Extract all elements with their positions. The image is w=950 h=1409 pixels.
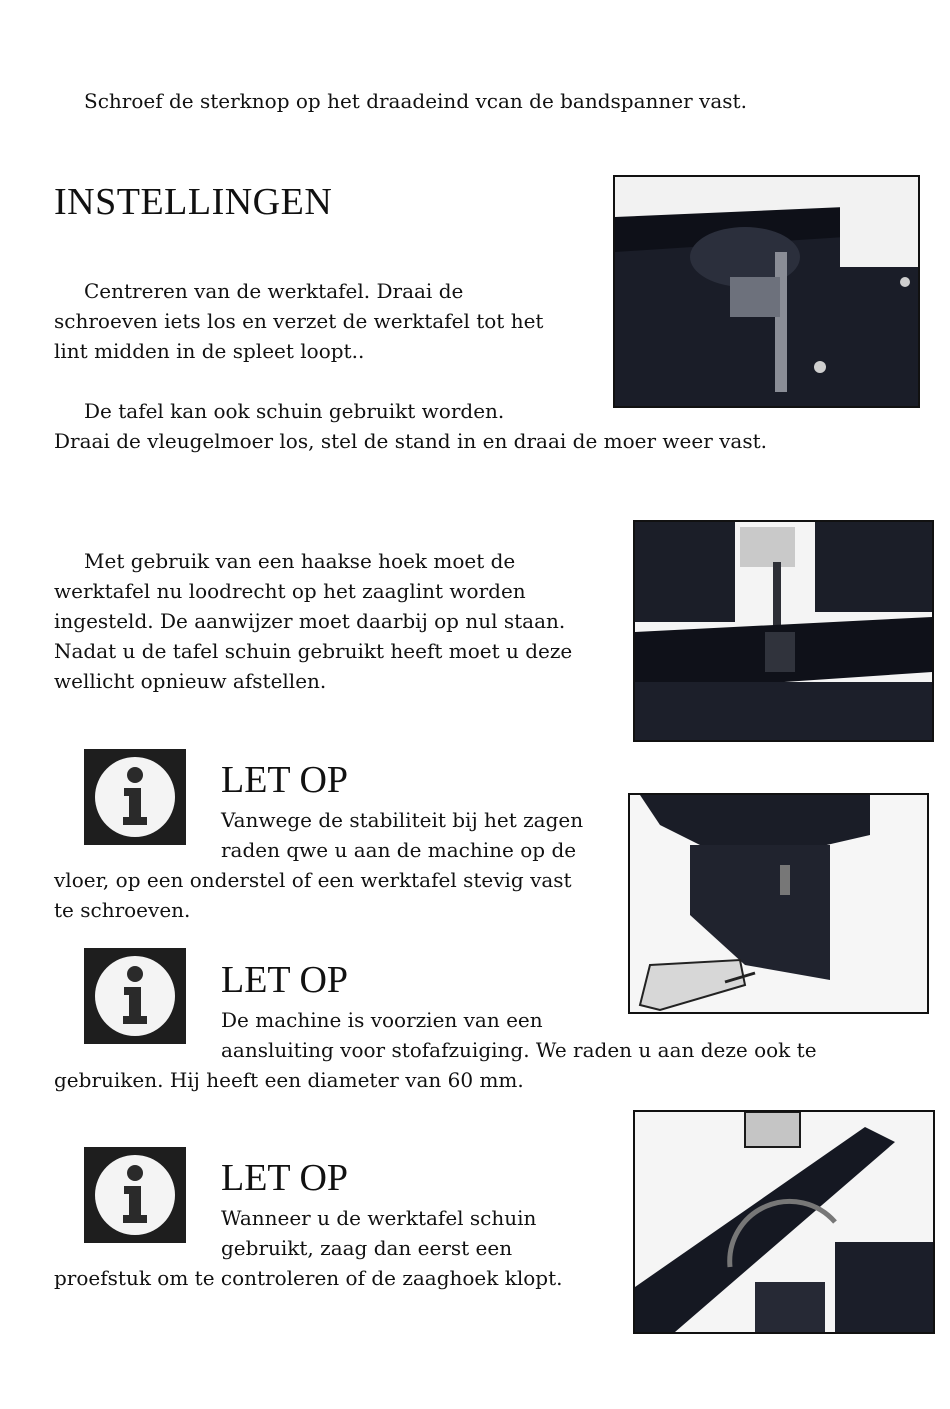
note-title: LET OP <box>221 1157 349 1199</box>
intro-text: Schroef de sterknop op het draadeind vcan de bandspanner vast. <box>84 89 747 113</box>
photo-floor-mounting <box>628 793 929 1014</box>
note-title: LET OP <box>221 959 349 1001</box>
photo-square-adjustment <box>633 520 934 742</box>
note-body <box>54 805 583 925</box>
centering-paragraph <box>54 276 543 366</box>
note-line: te schroeven. <box>54 898 191 922</box>
square-line: werktafel nu loodrecht op het zaaglint worden <box>54 579 526 603</box>
note-line: proefstuk om te controleren of de zaaghoek klopt. <box>54 1266 563 1290</box>
centering-line: schroeven iets los en verzet de werktafel tot het <box>54 309 544 333</box>
centering-line: Centreren van de werktafel. Draai de <box>84 279 464 303</box>
note-line: De machine is voorzien van een <box>221 1008 543 1032</box>
square-line: Met gebruik van een haakse hoek moet de <box>84 549 516 573</box>
photo-table-centering <box>613 175 920 408</box>
note-body <box>54 1203 563 1293</box>
tilt-line: Draai de vleugelmoer los, stel de stand in en draai de moer weer vast. <box>54 429 767 453</box>
note-line: Vanwege de stabiliteit bij het zagen <box>221 808 584 832</box>
square-line: ingesteld. De aanwijzer moet daarbij op nul staan. <box>54 609 566 633</box>
tilt-line: De tafel kan ook schuin gebruikt worden. <box>84 399 505 423</box>
note-line: aansluiting voor stofafzuiging. We raden u aan deze ook te <box>221 1038 817 1062</box>
section-heading: INSTELLINGEN <box>54 181 333 223</box>
note-body <box>54 1005 817 1095</box>
centering-line: lint midden in de spleet loopt.. <box>54 339 365 363</box>
square-paragraph <box>54 546 572 696</box>
square-line: Nadat u de tafel schuin gebruikt heeft moet u deze <box>54 639 573 663</box>
note-line: vloer, op een onderstel of een werktafel stevig vast <box>54 868 572 892</box>
photo-tilted-table <box>633 1110 935 1334</box>
note-title: LET OP <box>221 759 349 801</box>
square-line: wellicht opnieuw afstellen. <box>54 669 327 693</box>
note-line: Wanneer u de werktafel schuin <box>221 1206 537 1230</box>
note-line: gebruiken. Hij heeft een diameter van 60 mm. <box>54 1068 524 1092</box>
note-line: gebruikt, zaag dan eerst een <box>221 1236 513 1260</box>
note-line: raden qwe u aan de machine op de <box>221 838 577 862</box>
